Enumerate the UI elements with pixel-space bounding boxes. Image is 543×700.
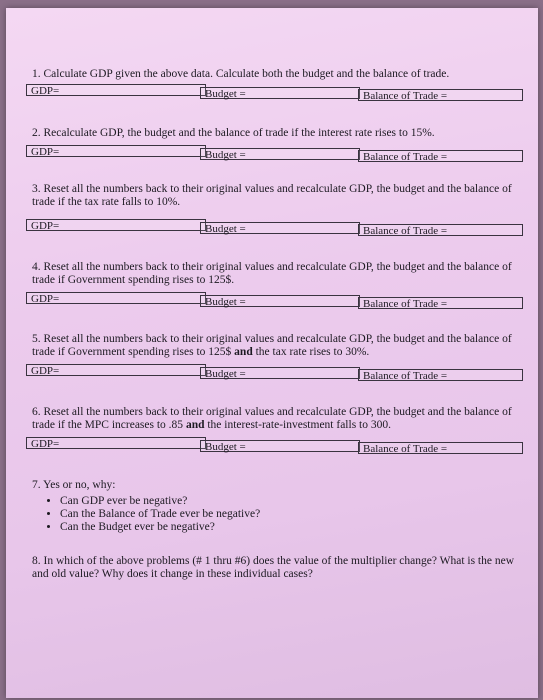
list-item: • Can GDP ever be negative?	[60, 495, 517, 508]
balance-of-trade-field[interactable]: Balance of Trade =	[358, 369, 523, 381]
list-item: • Can the Balance of Trade ever be negative?	[60, 508, 517, 521]
budget-field[interactable]: Budget =	[200, 295, 360, 307]
question-6: 6. Reset all the numbers back to their original values and recalculate GDP, the budget and the balance of trade if the MPC increases to .85 and the interest-rate-investment falls to 300.	[32, 406, 512, 431]
balance-of-trade-field[interactable]: Balance of Trade =	[358, 297, 523, 309]
question-1: 1. Calculate GDP given the above data. Calculate both the budget and the balance of trade.	[32, 68, 450, 80]
answer-row-3	[26, 219, 523, 237]
answer-row-5	[26, 364, 523, 382]
balance-of-trade-field[interactable]: Balance of Trade =	[358, 89, 523, 101]
answer-row-2	[26, 145, 523, 163]
answer-row-4	[26, 292, 523, 310]
question-3: 3. Reset all the numbers back to their original values and recalculate GDP, the budget and the balance of trade if the tax rate falls to 10%.	[32, 183, 512, 208]
question-8: 8. In which of the above problems (# 1 thru #6) does the value of the multiplier change? What is the new and old value? Why does it change in these individual cases?	[32, 555, 515, 580]
question-4: 4. Reset all the numbers back to their original values and recalculate GDP, the budget and the balance of trade if Government spending rises to 125$.	[32, 261, 512, 286]
balance-of-trade-field[interactable]: Balance of Trade =	[358, 224, 523, 236]
gdp-field[interactable]: GDP=	[26, 364, 206, 376]
answer-row-1	[26, 84, 523, 102]
balance-of-trade-field[interactable]: Balance of Trade =	[358, 150, 523, 162]
budget-field[interactable]: Budget =	[200, 367, 360, 379]
gdp-field[interactable]: GDP=	[26, 145, 206, 157]
list-item: • Can the Budget ever be negative?	[60, 521, 517, 534]
budget-field[interactable]: Budget =	[200, 440, 360, 452]
budget-field[interactable]: Budget =	[200, 148, 360, 160]
gdp-field[interactable]: GDP=	[26, 437, 206, 449]
answer-row-6	[26, 437, 523, 455]
gdp-field[interactable]: GDP=	[26, 84, 206, 96]
budget-field[interactable]: Budget =	[200, 87, 360, 99]
question-2: 2. Recalculate GDP, the budget and the balance of trade if the interest rate rises to 15%.	[32, 127, 435, 139]
question-7-title: 7. Yes or no, why:	[32, 479, 116, 491]
question-7-list	[32, 495, 517, 534]
balance-of-trade-field[interactable]: Balance of Trade =	[358, 442, 523, 454]
question-5: 5. Reset all the numbers back to their original values and recalculate GDP, the budget and the balance of trade if Government spending rises to 125$ and the tax rate rises to 30%.	[32, 333, 512, 358]
question-7	[32, 479, 517, 534]
worksheet-page	[6, 8, 538, 698]
budget-field[interactable]: Budget =	[200, 222, 360, 234]
gdp-field[interactable]: GDP=	[26, 292, 206, 304]
gdp-field[interactable]: GDP=	[26, 219, 206, 231]
